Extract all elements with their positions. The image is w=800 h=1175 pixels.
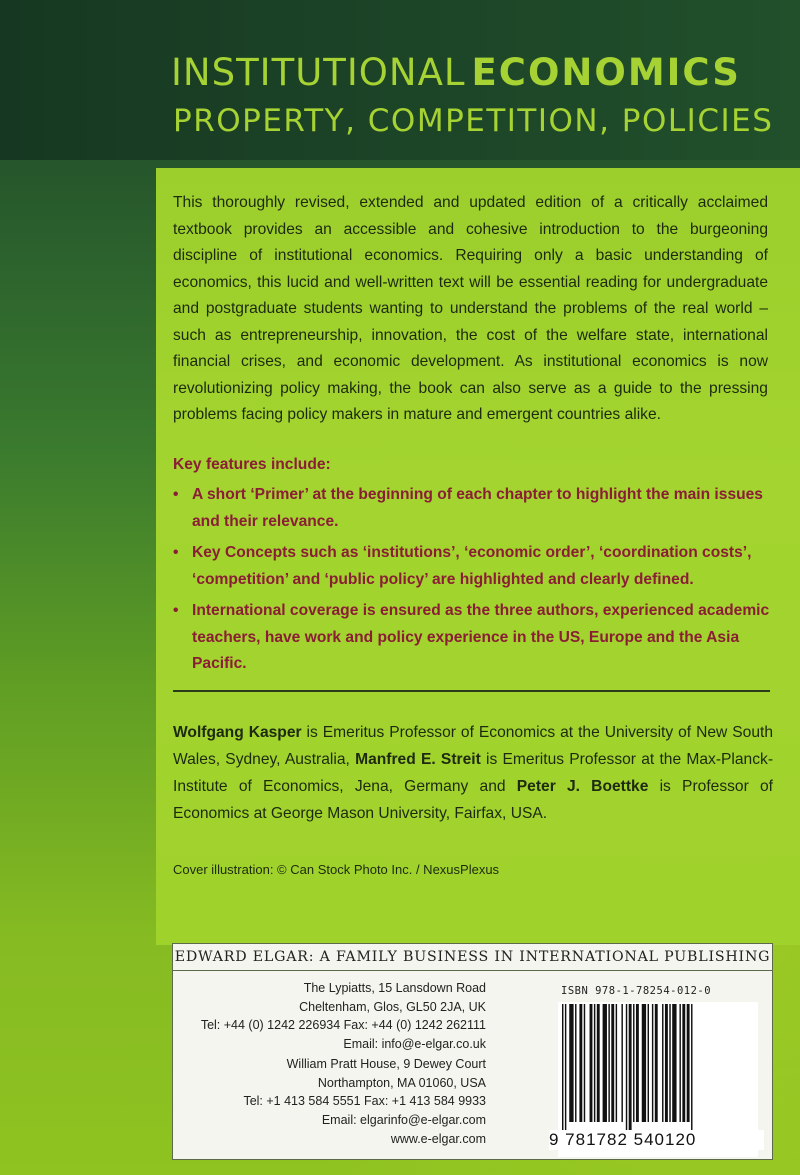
isbn-label: ISBN 978-1-78254-012-0 — [561, 985, 712, 997]
bullet-icon: • — [173, 486, 179, 503]
uk-address-line: The Lypiatts, 15 Lansdown Road — [303, 981, 486, 995]
us-address — [243, 1055, 486, 1129]
barcode-bar — [621, 1004, 622, 1122]
uk-email: Email: info@e-elgar.co.uk — [343, 1036, 486, 1051]
barcode-bar — [679, 1004, 680, 1122]
barcode-bar — [662, 1004, 663, 1122]
barcode-bar — [655, 1004, 658, 1122]
author-name-kasper: Wolfgang Kasper — [173, 724, 302, 741]
book-subtitle: PROPERTY, COMPETITION, POLICIES — [173, 103, 774, 139]
barcode-bar — [597, 1004, 600, 1122]
title-institutional: INSTITUTIONAL — [171, 51, 466, 94]
barcode-bar — [642, 1004, 646, 1122]
barcode-bar — [672, 1004, 676, 1122]
uk-address-line: Cheltenham, Glos, GL50 2JA, UK — [299, 999, 486, 1014]
publisher-header: EDWARD ELGAR: A FAMILY BUSINESS IN INTERNATIONAL PUBLISHING — [173, 944, 772, 971]
publisher-website: www.e-elgar.com — [390, 1132, 486, 1146]
barcode-bar — [626, 1004, 627, 1130]
barcode-bar — [562, 1004, 563, 1130]
author-bio-boettke: is Professor of Economics at George Mason University, Fairfax, USA. — [173, 778, 773, 822]
author-bio-streit: is Emeritus Professor at the Max-Planck-Institute of Economics, Jena, Germany and — [173, 751, 774, 795]
barcode-bar — [629, 1004, 632, 1130]
barcode-bar — [691, 1004, 692, 1130]
barcode-bar — [665, 1004, 668, 1122]
barcode-digits: 9 781782 540120 — [549, 1130, 764, 1150]
feature-item — [173, 598, 773, 678]
us-phone-fax: Tel: +1 413 584 5551 Fax: +1 413 584 9933 — [243, 1094, 486, 1108]
uk-address — [201, 979, 486, 1053]
key-features-list — [173, 482, 773, 683]
us-address-line: William Pratt House, 9 Dewey Court — [286, 1057, 486, 1071]
uk-phone-fax: Tel: +44 (0) 1242 226934 Fax: +44 (0) 1242 262111 — [200, 1018, 486, 1032]
barcode-bar — [579, 1004, 582, 1122]
barcode-bar — [594, 1004, 595, 1122]
book-description: This thoroughly revised, extended and updated edition of a critically acclaimed textbook provides an accessible and cohesive introduction to the burgeoning discipline of institutional economics. Requiring only a basic understanding of economics, this lucid and well-written text will be essential reading for undergraduate and postgraduate students wanting to understand the problems of the real world – such as entrepreneurship, innovation, the cost of the welfare state, international financial crises, and economic development. As institutional economics is now revolutionizing policy making, the book can also serve as a guide to the pressing problems facing policy makers in mature and emergent countries alike. — [173, 194, 768, 423]
barcode-bar — [608, 1004, 609, 1122]
barcode-bar — [633, 1004, 634, 1122]
barcode-bar — [565, 1004, 566, 1130]
barcode-bar — [648, 1004, 649, 1122]
key-features-heading: Key features include: — [173, 456, 331, 473]
barcode-bar — [603, 1004, 607, 1122]
barcode-bar — [590, 1004, 593, 1122]
us-email: Email: elgarinfo@e-elgar.com — [321, 1112, 486, 1127]
bullet-icon: • — [173, 544, 179, 561]
bullet-icon: • — [173, 602, 179, 619]
us-address-line: Northampton, MA 01060, USA — [317, 1075, 486, 1090]
barcode-bar — [584, 1004, 585, 1122]
author-name-boettke: Peter J. Boettke — [516, 778, 649, 795]
barcode-bars — [558, 1002, 758, 1130]
barcode-bar — [569, 1004, 573, 1122]
cover-illustration-credit: Cover illustration: © Can Stock Photo Inc. / NexusPlexus — [173, 862, 500, 877]
barcode-bar — [669, 1004, 670, 1122]
barcode-bar — [611, 1004, 614, 1122]
publisher-box — [172, 943, 773, 1160]
feature-item — [173, 482, 773, 535]
barcode-bar — [652, 1004, 653, 1122]
barcode-bar — [682, 1004, 685, 1122]
feature-text: Key Concepts such as ‘institutions’, ‘economic order’, ‘coordination costs’, ‘competition’ and ‘public policy’ are highlighted and clearly defined. — [192, 544, 752, 588]
title-economics: ECONOMICS — [471, 51, 741, 94]
barcode-bar — [687, 1004, 690, 1122]
author-name-streit: Manfred E. Streit — [355, 751, 481, 768]
feature-text: International coverage is ensured as the three authors, experienced academic teachers, have work and policy experience in the US, Europe and the Asia Pacific. — [192, 602, 770, 672]
divider-rule — [173, 690, 770, 692]
barcode-bar — [575, 1004, 576, 1122]
author-bios — [173, 719, 773, 827]
feature-item — [173, 540, 773, 593]
barcode-bar — [636, 1004, 639, 1122]
book-title — [171, 51, 741, 94]
barcode-bar — [616, 1004, 617, 1122]
feature-text: A short ‘Primer’ at the beginning of each chapter to highlight the main issues and their relevance. — [192, 486, 763, 530]
author-bio-kasper: is Emeritus Professor of Economics at the University of New South Wales, Sydney, Australia, — [173, 724, 773, 768]
